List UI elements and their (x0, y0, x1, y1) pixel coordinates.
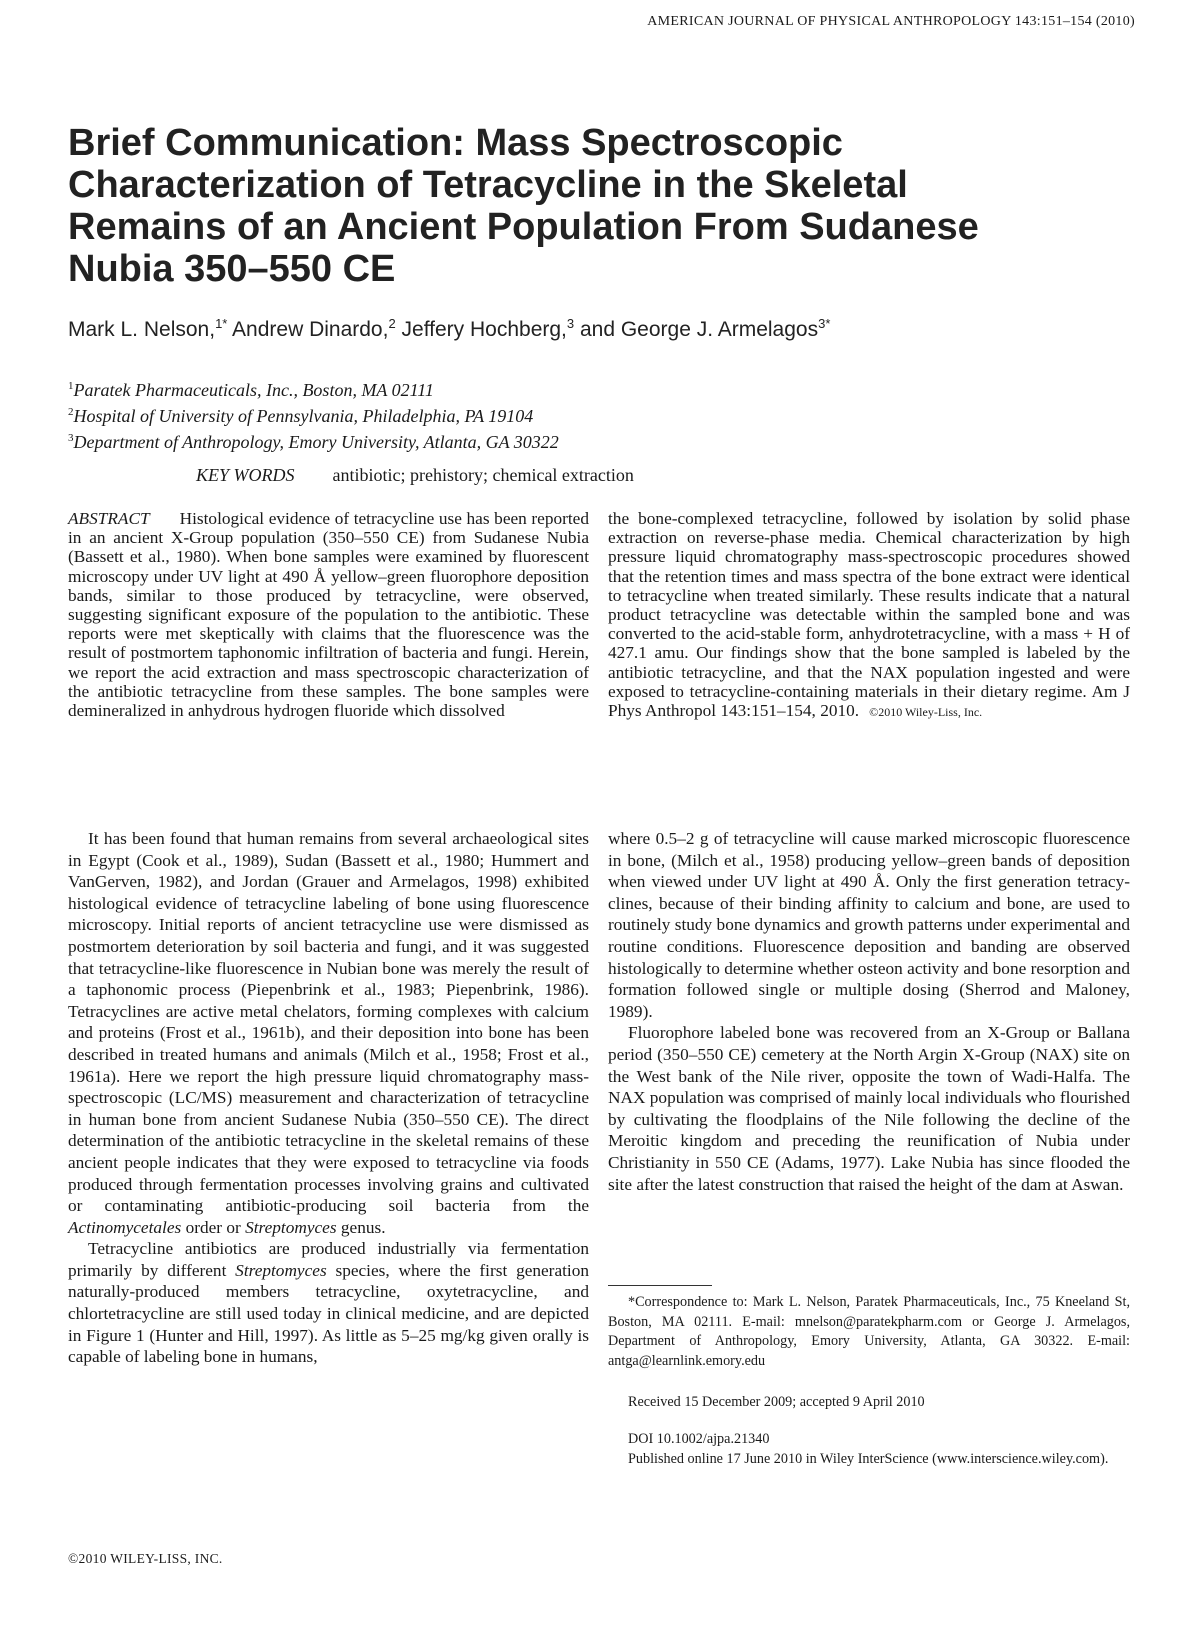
footnote-divider (608, 1285, 712, 1286)
body-paragraph: Fluorophore labeled bone was recovered from an X-Group or Ballana period (350–550 CE) cemetery at the North Argin X-Group (NAX) site on the West bank of the Nile river, opposite the town of Wadi-Halfa. The NAX population was comprised of mainly local individuals who flourished by cultivating the floodplains of the Nile following the decline of the Meroitic kingdom and preceding the reunification of Nubia under Christianity in 550 CE (Adams, 1977). Lake Nubia has since flooded the site after the latest construction that raised the height of the dam at Aswan. (608, 1023, 1130, 1194)
received-date: Received 15 December 2009; accepted 9 April 2010 (628, 1394, 925, 1410)
author-name: and George J. Armelagos (574, 318, 819, 341)
title-line-1: Brief Communication: Mass Spectroscopic (68, 122, 843, 164)
affiliation-item: $^3$Department of Anthropology, Emory University, Atlanta, GA 30322 (68, 432, 559, 452)
author-affil-mark: 2 (388, 316, 396, 331)
keywords-label: KEY WORDS (196, 465, 295, 485)
keywords-text: antibiotic; prehistory; chemical extraction (332, 465, 634, 485)
keywords (196, 465, 634, 486)
author-affil-mark: 1* (215, 316, 228, 331)
page-footer-copyright: ©2010 WILEY-LISS, INC. (68, 1551, 223, 1566)
abstract-label: ABSTRACT (68, 509, 150, 528)
abstract-right-column (608, 509, 1130, 722)
title-line-3: Remains of an Ancient Population From Sudanese (68, 206, 979, 248)
author-affil-mark: 3* (818, 316, 831, 331)
author-list (68, 316, 830, 342)
publication-info (608, 1430, 1130, 1469)
author-name: Mark L. Nelson, (68, 318, 216, 341)
correspondence-footnote: *Correspondence to: Mark L. Nelson, Paratek Pharmaceuticals, Inc., 75 Kneeland St, Boston, MA 02111. E-mail: mnelson@paratekpharm.com or George J. Armelagos, Department of Anthropology, Emory University, Atlanta, GA 30322. E-mail: antga@learnlink.emory.edu (608, 1294, 1130, 1369)
title-line-4: Nubia 350–550 CE (68, 248, 396, 290)
title-line-2: Characterization of Tetracycline in the Skeletal (68, 164, 908, 206)
abstract-text-right: the bone-complexed tetracycline, followed by isolation by solid phase extraction on reverse-phase media. Chemical characterization by high pressure liquid chromatography mass-spectroscopic procedures showed that the retention times and mass spectra of the bone extract were identical to tetracycline when treated similarly. These results indicate that a natural product tetracycline was detectable within the sampled bone and was converted to the acid-stable form, anhydrotetracycline, with a mass + H of 427.1 amu. Our findings show that the bone sampled is labeled by the antibiotic tetracycline, and that the NAX population ingested and were exposed to tetracycline-containing materials in their dietary regime. Am J Phys Anthropol 143:151–154, 2010. (608, 509, 1130, 721)
article-title (68, 122, 1068, 290)
doi-text: DOI 10.1002/ajpa.21340 (628, 1431, 770, 1447)
affiliation-item: $^1$Paratek Pharmaceuticals, Inc., Boston, MA 02111 (68, 380, 434, 400)
journal-header: AMERICAN JOURNAL OF PHYSICAL ANTHROPOLOGY 143:151–154 (2010) (647, 14, 1135, 29)
body-paragraph: Tetracycline antibiotics are produced industrially via fermentation primarily by different Streptomyces species, where the first generation naturally-produced members tetracycline, oxytetracycline, and chlortetracycline are still used today in clinical medicine, and are depicted in Figure 1 (Hunter and Hill, 1997). As little as 5–25 mg/kg given orally is capable of labeling bone in humans, (68, 1239, 589, 1367)
abstract-copyright: ©2010 Wiley-Liss, Inc. (869, 705, 983, 720)
author-name: Jeffery Hochberg, (395, 318, 567, 341)
body-left-column (68, 828, 589, 1368)
body-paragraph: where 0.5–2 g of tetracycline will cause marked microscopic fluorescence in bone, (Milch et al., 1958) producing yellow–green bands of deposition when viewed under UV light at 490 Å. Only the first generation tetracyclines, because of their binding affinity to calcium and bone, are used to routinely study bone dynamics and growth patterns under experimental and routine conditions. Fluorescence deposition and banding are observed histologically to determine whether osteon activity and bone resorption and formation followed single or multiple dosing (Sherrod and Maloney, 1989). (608, 829, 1130, 1021)
published-online-text: Published online 17 June 2010 in Wiley InterScience (www.interscience.wiley.com). (628, 1450, 1109, 1467)
abstract-left-column (68, 509, 589, 720)
affiliations (68, 375, 559, 453)
body-right-column (608, 828, 1130, 1195)
author-name: Andrew Dinardo, (227, 318, 389, 341)
author-affil-mark: 3 (566, 316, 575, 331)
abstract-text-left: Histological evidence of tetracycline use has been reported in an ancient X-Group population (350–550 CE) from Sudanese Nubia (Bassett et al., 1980). When bone samples were examined by fluorescent microscopy under UV light at 490 Å yellow–green fluorophore deposition bands, similar to those produced by tetracycline, were observed, suggesting significant exposure of the population to the antibiotic. These reports were met skeptically with claims that the fluorescence was the result of postmortem taphonomic infiltration of bacteria and fungi. Herein, we report the acid extraction and mass spectroscopic characterization of the antibiotic tetracycline from these samples. The bone samples were demineralized in anhydrous hydrogen fluoride which dissolved (68, 509, 589, 721)
affiliation-item: $^2$Hospital of University of Pennsylvania, Philadelphia, PA 19104 (68, 406, 534, 426)
body-paragraph: It has been found that human remains from several archaeological sites in Egypt (Cook et al., 1989), Sudan (Bassett et al., 1980; Hummert and VanGerven, 1982), and Jordan (Grauer and Armelagos, 1998) exhibited histological evidence of tetracycline labeling of bone using fluorescence microscopy. Initial reports of ancient tetracycline use were dismissed as postmortem deterioration by soil bacteria and fungi, and it was suggested that tetracycline-like fluorescence in Nubian bone was merely the result of a taphonomic process (Piepenbrink et al., 1983; Piepenbrink, 1986). Tetracyclines are active metal chelators, forming complexes with calcium and proteins (Frost et al., 1961b), and their deposition into bone has been described in treated humans and animals (Milch et al., 1958; Frost et al., 1961a). Here we report the high pressure liquid chromatography mass-spectroscopic (LC/MS) measurement and characterization of tetracycline in human bone from ancient Sudanese Nubia (350–550 CE). The direct determination of the antibiotic tetracycline in the skeletal remains of these ancient people indicates that they were exposed to tetracycline via foods produced through fermentation processes involving grains and cultivated or contaminating antibiotic-producing soil bacteria from the Actinomycetales order or Streptomyces genus. (68, 829, 589, 1237)
